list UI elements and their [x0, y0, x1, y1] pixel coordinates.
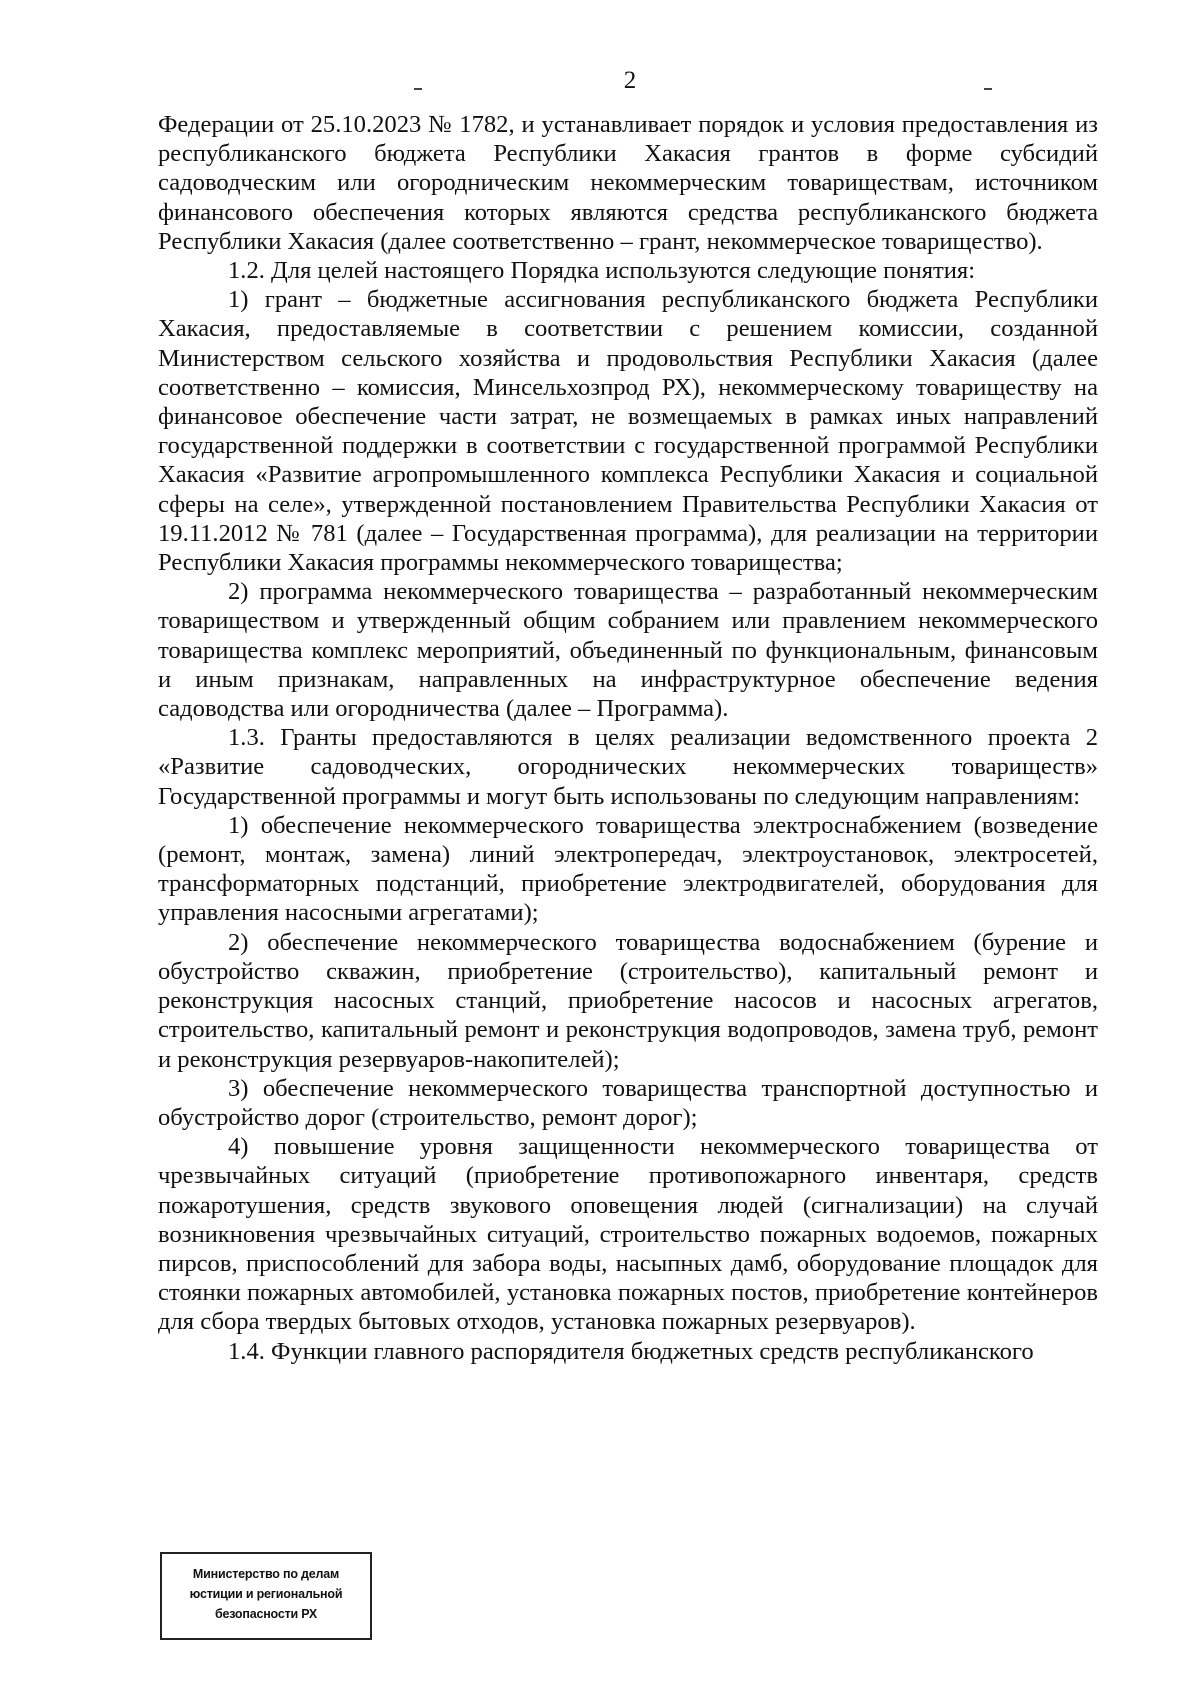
scan-artifact-mark [414, 88, 422, 90]
document-body [158, 110, 1098, 1366]
paragraph-definition-grant: 1) грант – бюджетные ассигнования республиканского бюджета Республики Хакасия, предоставляемые в соответствии с решением комиссии, созданной Министерством сельского хозяйства и продовольствия Республики Хакасия (далее соответственно – комиссия, Минсельхозпрод РХ), некоммерческому товариществу на финансовое обеспечение части затрат, не возмещаемых в рамках иных направлений государственной поддержки в соответствии с государственной программой Республики Хакасия «Развитие агропромышленного комплекса Республики Хакасия и социальной сферы на селе», утвержденной постановлением Правительства Республики Хакасия от 19.11.2012 № 781 (далее – Государственная программа), для реализации на территории Республики Хакасия программы некоммерческого товарищества; [158, 286, 1098, 577]
paragraph-direction-electricity: 1) обеспечение некоммерческого товарищества электроснабжением (возведение (ремонт, монтаж, замена) линий электропередач, электроустановок, электросетей, трансформаторных подстанций, приобретение электродвигателей, оборудования для управления насосными агрегатами); [158, 811, 1098, 927]
paragraph-intro-continuation: Федерации от 25.10.2023 № 1782, и устанавливает порядок и условия предоставления из республиканского бюджета Республики Хакасия грантов в форме субсидий садоводческим или огородническим некоммерческим товариществам, источником финансового обеспечения которых являются средства республиканского бюджета Республики Хакасия (далее соответственно – грант, некоммерческое товарищество). [158, 111, 1098, 255]
scan-artifact-mark [984, 88, 992, 90]
paragraph-direction-roads: 3) обеспечение некоммерческого товарищества транспортной доступностью и обустройство дорог (строительство, ремонт дорог); [158, 1074, 1098, 1131]
paragraph-direction-safety: 4) повышение уровня защищенности некоммерческого товарищества от чрезвычайных ситуаций (приобретение противопожарного инвентаря, средств пожаротушения, средств звукового оповещения людей (сигнализации) на случай возникновения чрезвычайных ситуаций, строительство пожарных водоемов, пожарных пирсов, приспособлений для забора воды, насыпных дамб, оборудование площадок для стоянки пожарных автомобилей, установка пожарных постов, приобретение контейнеров для сбора твердых бытовых отходов, установка пожарных резервуаров). [158, 1133, 1098, 1336]
stamp-line-2: юстиции и региональной [189, 1587, 343, 1601]
stamp-line-1: Министерство по делам [192, 1567, 340, 1581]
stamp-line-3: безопасности РХ [214, 1607, 318, 1621]
page-number: 2 [623, 67, 637, 94]
registration-stamp [160, 1552, 372, 1640]
paragraph-definition-program: 2) программа некоммерческого товарищества – разработанный некоммерческим товариществом и утвержденный общим собранием или правлением некоммерческого товарищества комплекс мероприятий, объединенный по функциональным, финансовым и иным признакам, направленных на инфраструктурное обеспечение ведения садоводства или огородничества (далее – Программа). [158, 578, 1098, 723]
paragraph-1-4: 1.4. Функции главного распорядителя бюджетных средств республиканского [228, 1337, 1034, 1365]
paragraph-direction-water: 2) обеспечение некоммерческого товарищества водоснабжением (бурение и обустройство скважин, приобретение (строительство), капитальный ремонт и реконструкция насосных станций, приобретение насосов и насосных агрегатов, строительство, капитальный ремонт и реконструкция водопроводов, замена труб, ремонт и реконструкция резервуаров-накопителей); [158, 928, 1098, 1073]
paragraph-1-3: 1.3. Гранты предоставляются в целях реализации ведомственного проекта 2 «Развитие садоводческих, огороднических некоммерческих товариществ» Государственной программы и могут быть использованы по следующим направлениям: [158, 724, 1098, 810]
paragraph-1-2: 1.2. Для целей настоящего Порядка используются следующие понятия: [228, 257, 976, 285]
